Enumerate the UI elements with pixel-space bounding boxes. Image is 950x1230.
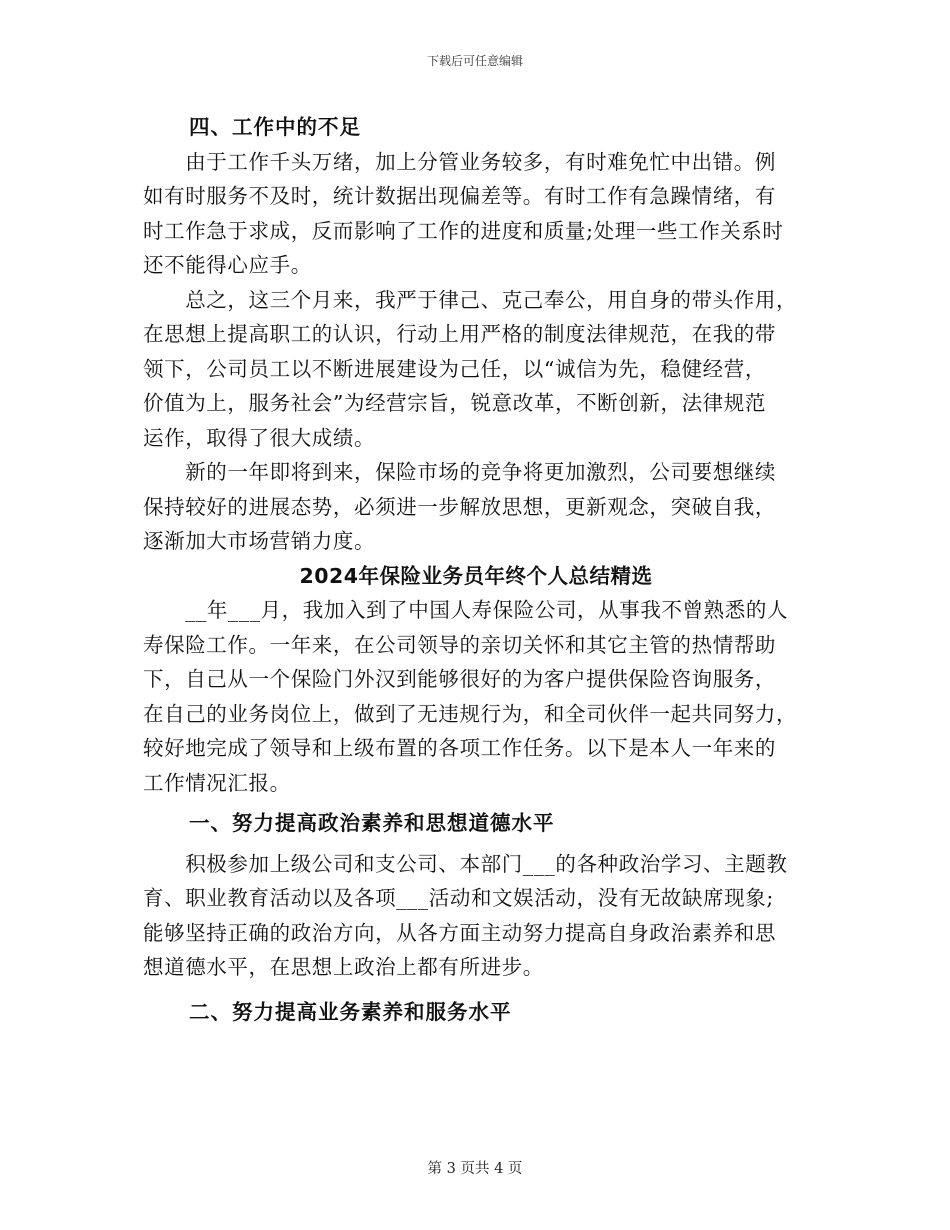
paragraph-line: 育、职业教育活动以及各项___活动和文娱活动，没有无故缺席现象; <box>143 886 774 910</box>
paragraph-line: 较好地完成了领导和上级布置的各项工作任务。以下是本人一年来的 <box>143 736 776 760</box>
paragraph-line: 保持较好的进展态势，必须进一步解放思想，更新观念，突破自我， <box>143 494 776 519</box>
paragraph-line: 新的一年即将到来，保险市场的竞争将更加激烈，公司要想继续 <box>143 460 776 484</box>
paragraph-line: 寿保险工作。一年来，在公司领导的亲切关怀和其它主管的热情帮助 <box>143 632 776 657</box>
paragraph-line: 想道德水平，在思想上政治上都有所进步。 <box>143 955 544 979</box>
section-heading-political: 一、努力提高政治素养和思想道德水平 <box>189 811 555 835</box>
paragraph-line: 时工作急于求成，反而影响了工作的进度和质量;处理一些工作关系时 <box>143 218 784 243</box>
paragraph-line: 能够坚持正确的政治方向，从各方面主动努力提高自身政治素养和思 <box>143 920 776 945</box>
paragraph-line: 逐渐加大市场营销力度。 <box>143 529 376 553</box>
paragraph-line: 总之，这三个月来，我严于律己、克己奉公，用自身的带头作用， <box>143 287 798 312</box>
paragraph-line: __年___月，我加入到了中国人寿保险公司，从事我不曾熟悉的人 <box>143 598 789 622</box>
section-heading-shortcomings: 四、工作中的不足 <box>189 115 361 139</box>
paragraph-line: 在思想上提高职工的认识，行动上用严格的制度法律规范，在我的带 <box>143 322 776 346</box>
document-body <box>143 110 809 1029</box>
paragraph-line: 由于工作千头万绪，加上分管业务较多，有时难免忙中出错。例 <box>143 149 776 174</box>
document-title: 2024年保险业务员年终个人总结精选 <box>299 563 653 588</box>
paragraph-line: 运作，取得了很大成绩。 <box>143 425 376 450</box>
page-number-footer: 第 3 页共 4 页 <box>427 1161 523 1177</box>
paragraph-line: 价值为上，服务社会”为经营宗旨，锐意改革，不断创新，法律规范 <box>143 391 766 415</box>
paragraph-line: 工作情况汇报。 <box>143 770 291 795</box>
paragraph-line: 如有时服务不及时，统计数据出现偏差等。有时工作有急躁情绪，有 <box>143 184 776 208</box>
paragraph-line: 积极参加上级公司和支公司、本部门___的各种政治学习、主题教 <box>143 851 788 876</box>
section-heading-business: 二、努力提高业务素养和服务水平 <box>189 999 512 1024</box>
paragraph-line: 领下，公司员工以不断进展建设为己任，以“诚信为先，稳健经营， <box>143 356 766 381</box>
running-header: 下载后可任意编辑 <box>426 54 523 68</box>
paragraph-line: 在自己的业务岗位上，做到了无违规行为，和全司伙伴一起共同努力， <box>143 701 798 726</box>
paragraph-line: 下，自己从一个保险门外汉到能够很好的为客户提供保险咨询服务， <box>143 667 776 691</box>
paragraph-line: 还不能得心应手。 <box>143 253 312 277</box>
